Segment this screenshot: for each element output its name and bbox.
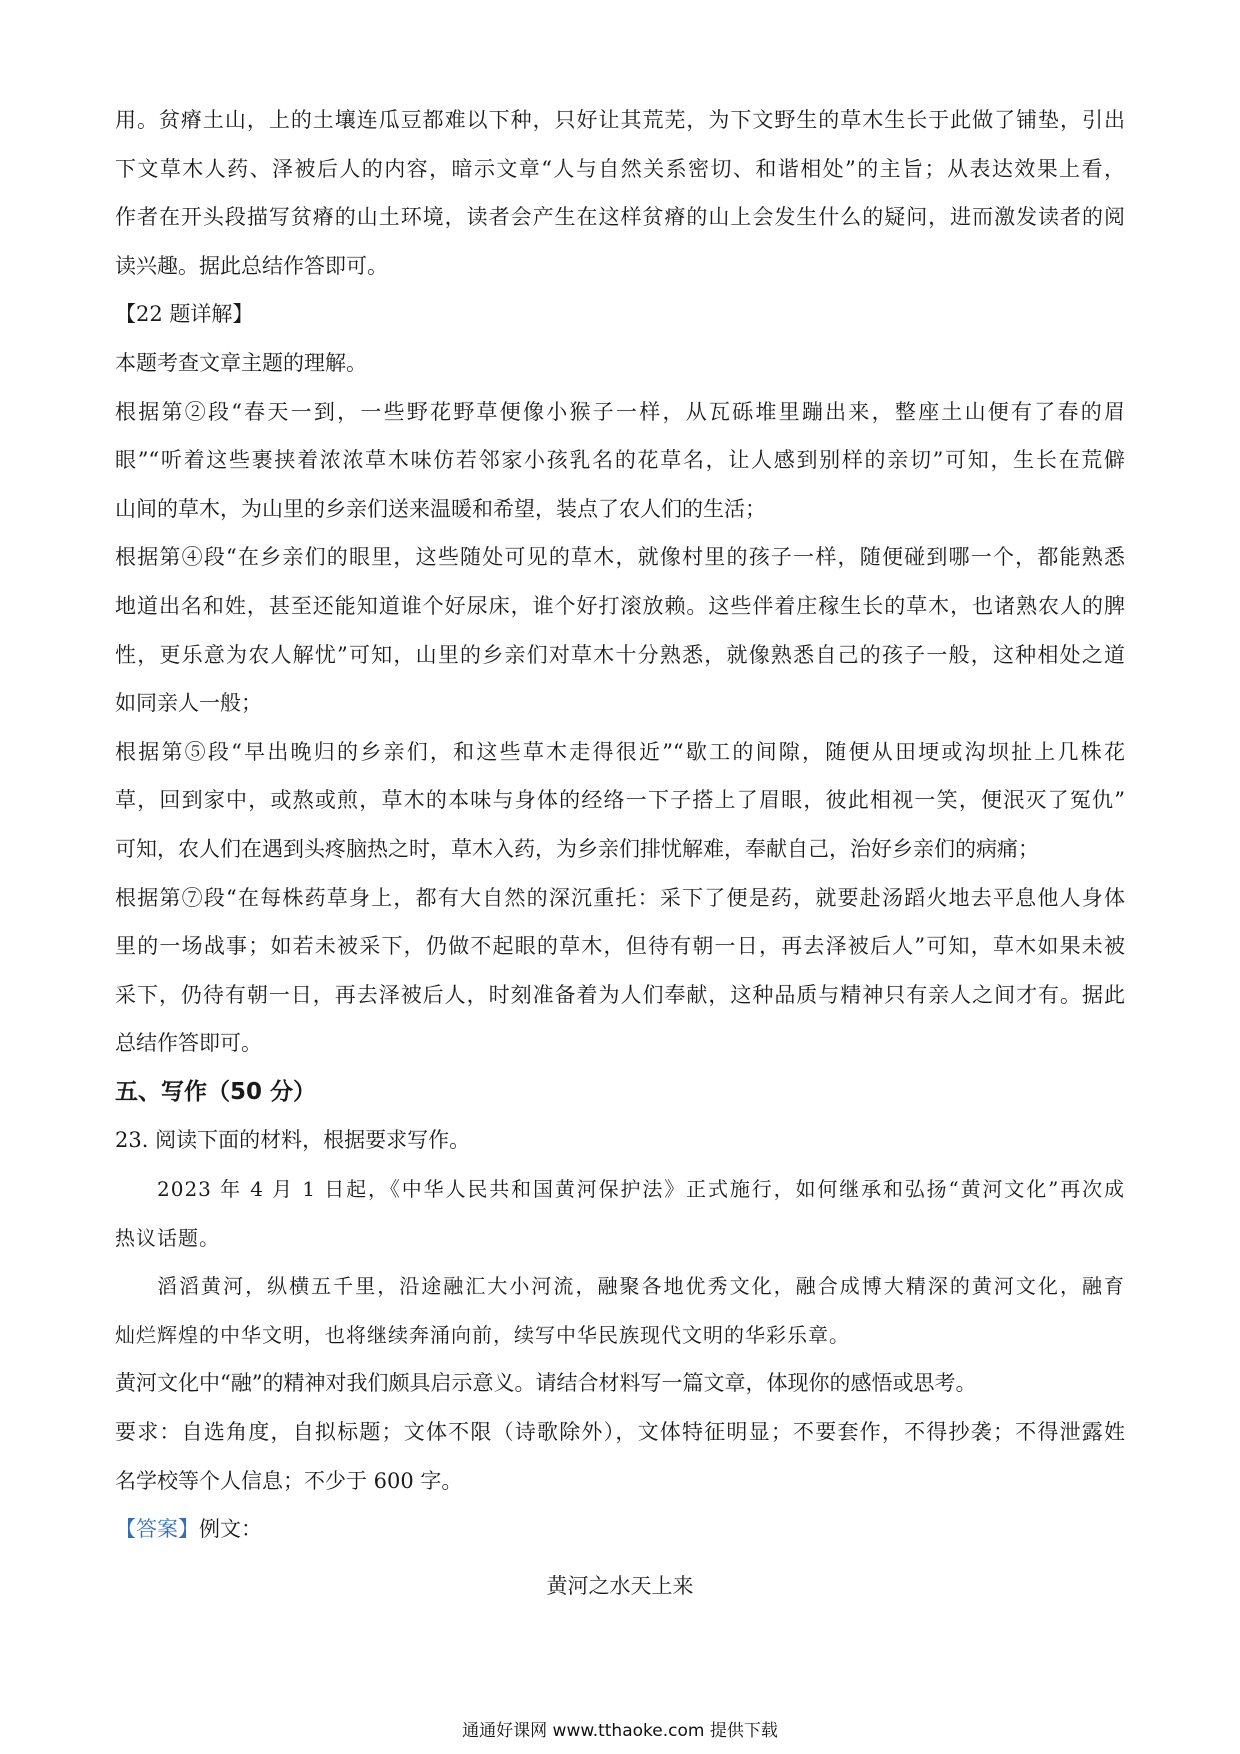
text-line: 要求：自选角度，自拟标题；文体不限（诗歌除外），文体特征明显；不要套作，不得抄袭；不得泄露姓 [115,1420,1125,1445]
essay-title: 黄河之水天上来 [546,1573,694,1598]
text-line: 作者在开头段描写贫瘠的山土环境，读者会产生在这样贫瘠的山上会发生什么的疑问，进而激发读者的阅 [115,205,1125,230]
intro-paragraph [115,96,1125,290]
q22-paragraph-4 [115,533,1125,727]
text-line: 眼”“听着这些裹挟着浓浓草木味仿若邻家小孩乳名的花草名，让人感到别样的亲切”可知，生长在荒僻 [115,448,1125,473]
material-paragraph-2 [115,1262,1125,1359]
answer-tag: 【答案】 [115,1517,199,1542]
text-line: 灿烂辉煌的中华文明，也将继续奔涌向前，续写中华民族现代文明的华彩乐章。 [115,1322,850,1347]
q22-paragraph-2 [115,388,1125,534]
text-line: 用。贫瘠土山，上的土壤连瓜豆都难以下种，只好让其荒芜，为下文野生的草木生长于此做了铺垫，引出 [115,108,1125,132]
text-line: 如同亲人一般； [115,691,262,716]
text-line: 采下，仍待有朝一日，再去泽被后人，时刻准备着为人们奉献，这种品质与精神只有亲人之间才有。据此 [115,982,1125,1007]
text-line: 山间的草木，为山里的乡亲们送来温暖和希望，装点了农人们的生活； [115,496,766,521]
answer-label: 例文： [199,1517,262,1542]
q22-paragraph-7 [115,874,1125,1068]
question-23: 23. 阅读下面的材料，根据要求写作。 [115,1128,471,1153]
footer-credit: 通通好课网 www.tthaoke.com 提供下载 [462,1721,778,1741]
text-line: 总结作答即可。 [115,1031,262,1056]
writing-section [115,1068,1125,1611]
text-line: 名学校等个人信息；不少于 600 字。 [115,1468,463,1493]
q22-section [115,290,1125,1068]
text-line: 性，更乐意为农人解忧”可知，山里的乡亲们对草木十分熟悉，就像熟悉自己的孩子一般，这种相处之道 [115,642,1125,667]
text-line: 滔滔黄河，纵横五千里，沿途融汇大小河流，融聚各地优秀文化，融合成博大精深的黄河文化，融育 [157,1274,1125,1299]
writing-prompt: 黄河文化中“融”的精神对我们颇具启示意义。请结合材料写一篇文章，体现你的感悟或思考。 [115,1371,977,1396]
answer-line [115,1505,1125,1554]
text-line: 草，回到家中，或熬或煎，草木的本味与身体的经络一下子搭上了眉眼，彼此相视一笑，便泯灭了冤仇” [115,788,1125,813]
text-line: 热议话题。 [115,1225,220,1250]
text-line: 2023 年 4 月 1 日起，《中华人民共和国黄河保护法》正式施行，如何继承和弘扬“黄河文化”再次成 [157,1177,1125,1202]
text-line: 可知，农人们在遇到头疼脑热之时，草木入药，为乡亲们排忧解难，奉献自己，治好乡亲们的病痛； [115,836,1039,861]
writing-requirements [115,1408,1125,1505]
q22-paragraph-5 [115,728,1125,874]
text-line: 下文草木人药、泽被后人的内容，暗示文章“人与自然关系密切、和谐相处”的主旨；从表达效果上看， [115,156,1125,181]
q22-intro: 本题考查文章主题的理解。 [115,350,367,375]
material-paragraph-1 [115,1165,1125,1262]
text-line: 地道出名和姓，甚至还能知道谁个好尿床，谁个好打滚放赖。这些伴着庄稼生长的草木，也诸熟农人的脾 [115,593,1125,618]
text-line: 根据第⑦段“在每株药草身上，都有大自然的深沉重托：采下了便是药，就要赴汤蹈火地去平息他人身体 [115,885,1125,910]
text-line: 根据第⑤段“早出晚归的乡亲们，和这些草木走得很近”“歇工的间隙，随便从田埂或沟坝扯上几株花 [115,739,1125,764]
q22-heading: 【22 题详解】 [115,302,254,327]
section-title: 五、写作（50 分） [115,1078,317,1105]
text-line: 根据第④段“在乡亲们的眼里，这些随处可见的草木，就像村里的孩子一样，随便碰到哪一个，都能熟悉 [115,545,1125,570]
text-line: 里的一场战事；如若未被采下，仍做不起眼的草木，但待有朝一日，再去泽被后人”可知，草木如果未被 [115,934,1125,959]
text-line: 根据第②段“春天一到，一些野花野草便像小猴子一样，从瓦砾堆里蹦出来，整座土山便有了春的眉 [115,399,1125,424]
text-line: 读兴趣。据此总结作答即可。 [115,253,388,278]
document-body [115,96,1125,1610]
